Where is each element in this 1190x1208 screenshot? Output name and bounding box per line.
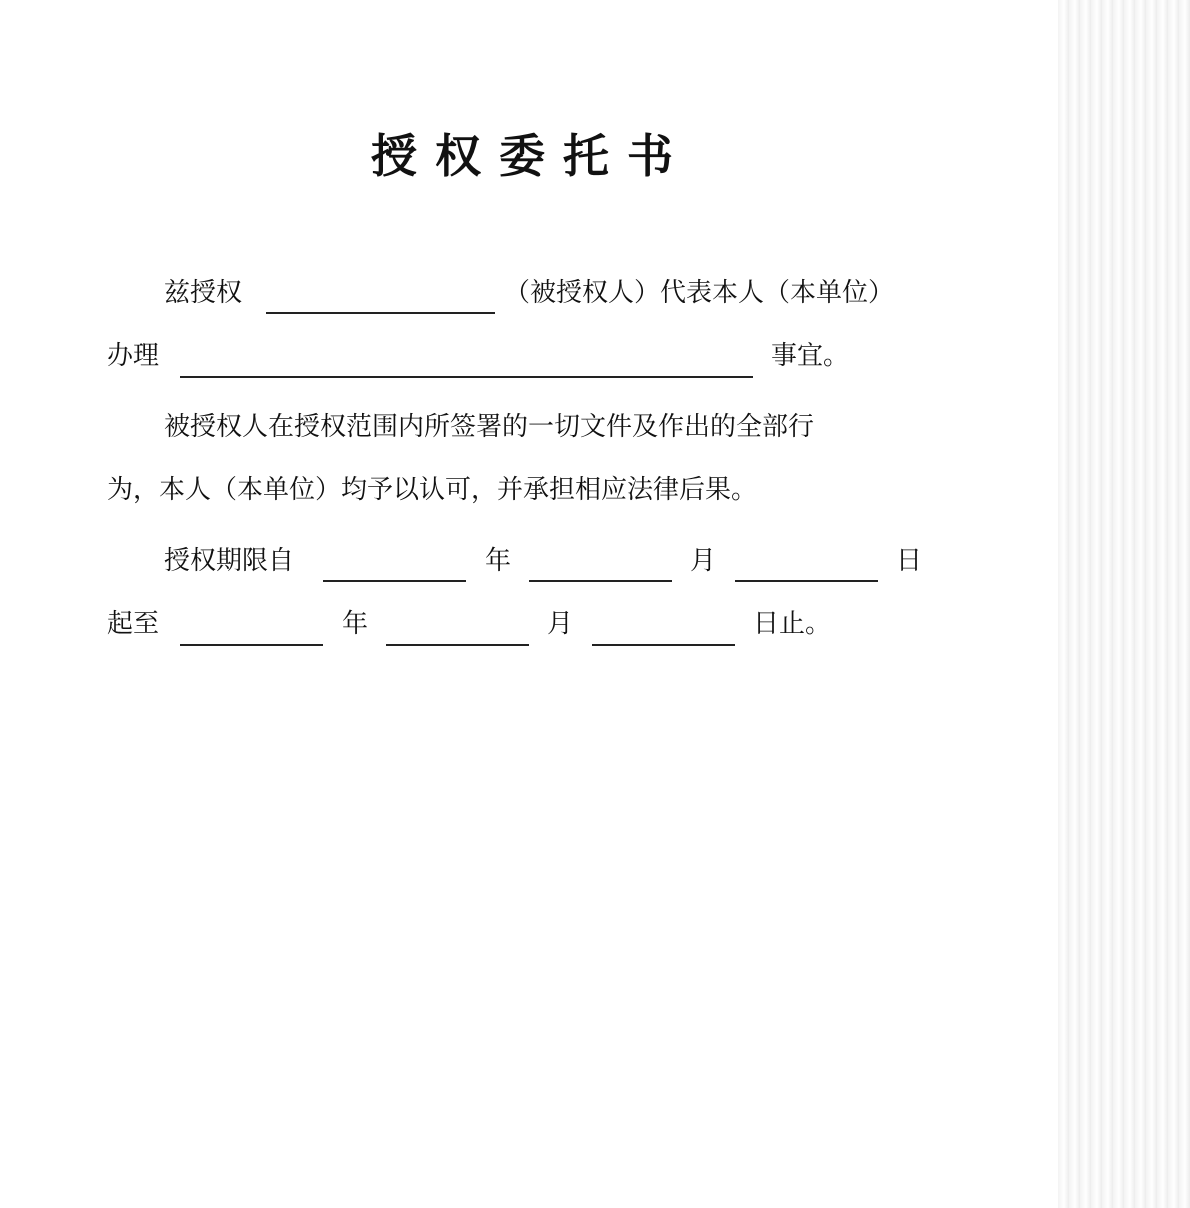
matter-end-text: 事宜。 — [771, 341, 850, 371]
end-month-blank — [386, 644, 529, 646]
grantee-label-text: （被授权人）代表本人（本单位） — [504, 278, 895, 308]
matter-blank — [180, 376, 753, 378]
end-month-label: 月 — [547, 609, 574, 639]
scope-text-line2: 为，本人（本单位）均予以认可，并承担相应法律后果。 — [107, 475, 758, 505]
end-day-blank — [592, 644, 735, 646]
start-month-label: 月 — [690, 546, 717, 576]
scope-text-line1: 被授权人在授权范围内所签署的一切文件及作出的全部行 — [164, 412, 815, 442]
start-year-blank — [323, 580, 466, 582]
page-stack-edge — [1058, 0, 1190, 1208]
period-lead-text: 授权期限自 — [164, 546, 295, 576]
start-day-blank — [735, 580, 878, 582]
end-year-label: 年 — [342, 609, 369, 639]
end-lead-text: 起至 — [107, 609, 160, 639]
start-month-blank — [529, 580, 672, 582]
grantee-name-blank — [266, 312, 495, 314]
end-year-blank — [180, 644, 323, 646]
handle-lead-text: 办理 — [107, 341, 160, 371]
document-title: 授权委托书 — [371, 129, 691, 183]
end-day-label: 日止。 — [753, 609, 832, 639]
start-day-label: 日 — [896, 546, 923, 576]
start-year-label: 年 — [485, 546, 512, 576]
grant-lead-text: 兹授权 — [164, 278, 243, 308]
